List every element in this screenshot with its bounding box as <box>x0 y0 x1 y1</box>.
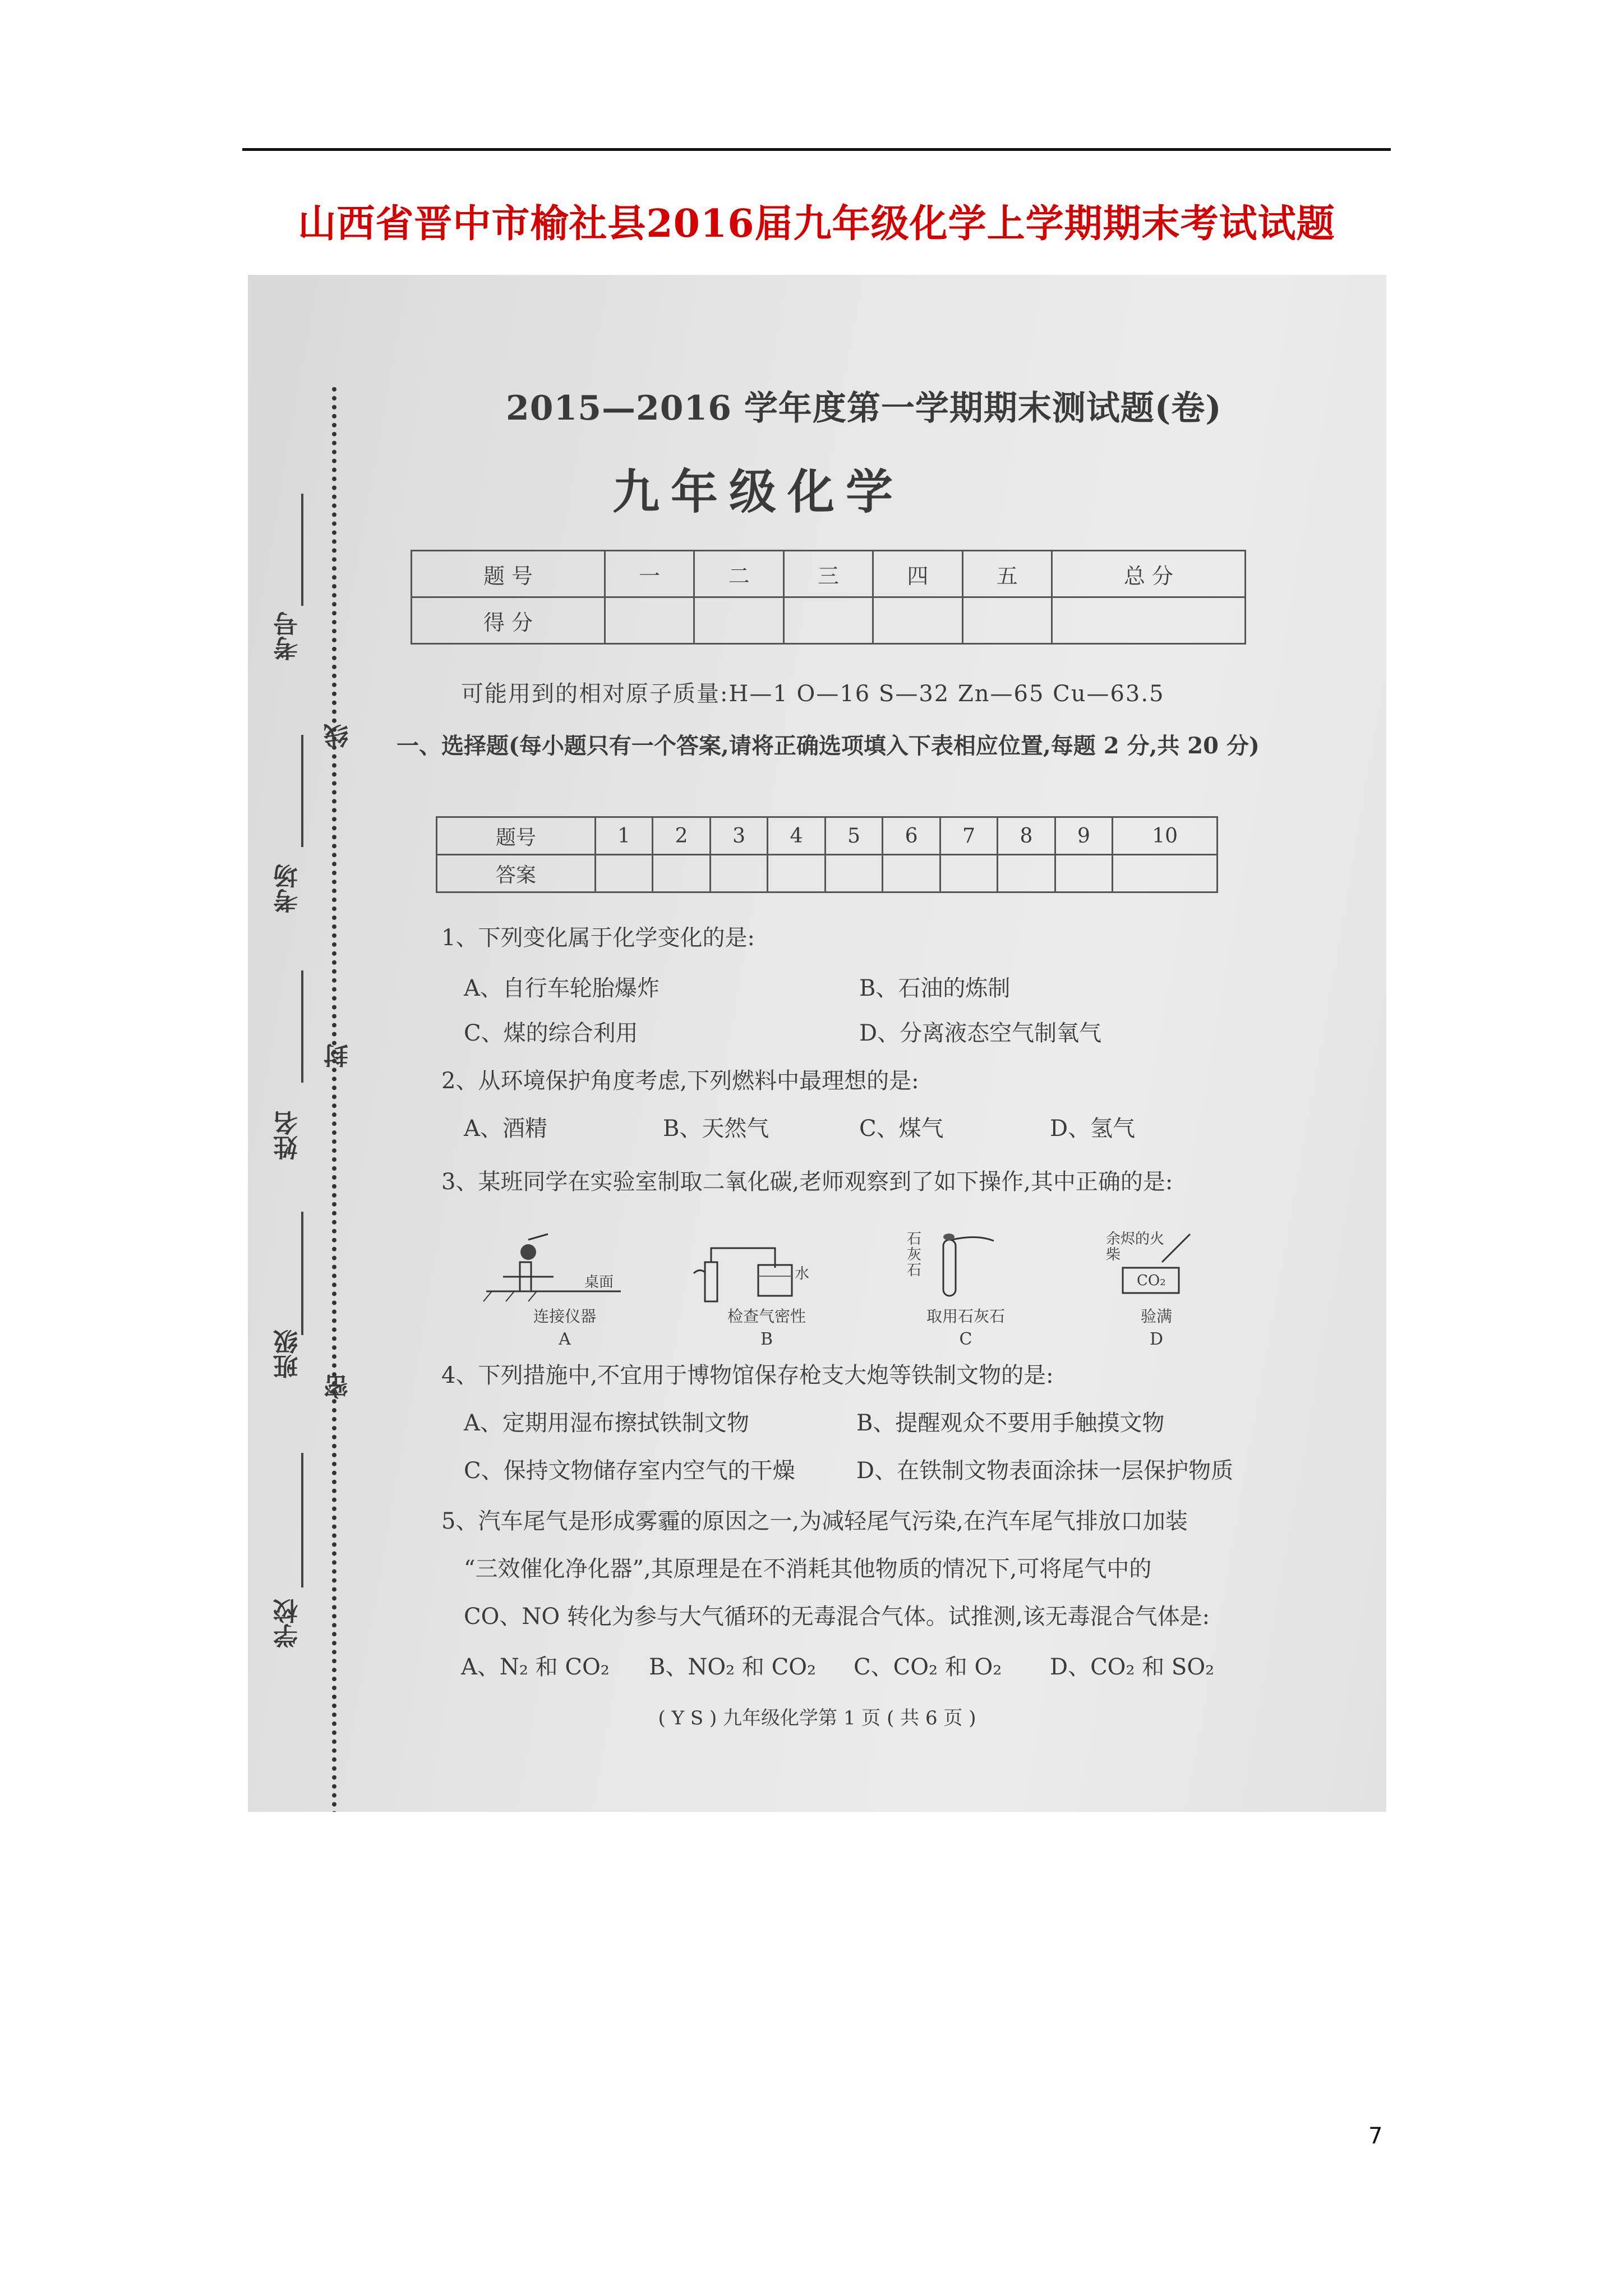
score-blank <box>873 597 962 644</box>
question-1-option-a: A、自行车轮胎爆炸 <box>464 976 660 1001</box>
binding-label-kaohao: 考号 <box>274 611 302 661</box>
answer-table <box>436 816 1218 893</box>
binding-label-xuexiao: 学校 <box>274 1599 302 1648</box>
question-4-option-b: B、提醒观众不要用手触摸文物 <box>856 1410 1165 1436</box>
airtightness-check-icon <box>683 1228 851 1307</box>
score-blank <box>605 597 694 644</box>
table-cell: 5 <box>825 817 882 855</box>
figure-c-letter: C <box>959 1329 972 1349</box>
answer-blank <box>883 855 940 892</box>
table-row <box>437 855 1218 892</box>
binding-underline <box>301 1453 303 1588</box>
connect-apparatus-icon <box>481 1228 649 1307</box>
table-cell: 7 <box>940 817 997 855</box>
binding-label-feng: 封 <box>324 1043 353 1068</box>
table-cell: 1 <box>595 817 652 855</box>
table-cell: 3 <box>710 817 767 855</box>
question-5-line-3: CO、NO 转化为参与大气循环的无毒混合气体。试推测,该无毒混合气体是: <box>464 1604 1210 1630</box>
question-5-option-a: A、N₂ 和 CO₂ <box>461 1654 610 1680</box>
answer-blank <box>710 855 767 892</box>
figure-a-letter: A <box>559 1329 571 1349</box>
figure-d-label: 余烬的火柴 <box>1106 1231 1165 1263</box>
binding-label-xian: 线 <box>324 724 353 748</box>
table-cell: 题号 <box>437 817 596 855</box>
table-cell: 10 <box>1113 817 1218 855</box>
figure-a-caption: 连接仪器 <box>533 1307 596 1326</box>
exam-page-footer: ( Y S ) 九年级化学第 1 页 ( 共 6 页 ) <box>658 1707 976 1729</box>
figure-a <box>481 1228 649 1363</box>
figure-c-caption: 取用石灰石 <box>926 1307 1005 1326</box>
figure-b <box>683 1228 851 1363</box>
table-cell: 答案 <box>437 855 596 892</box>
question-1-option-d: D、分离液态空气制氧气 <box>859 1020 1102 1046</box>
question-5-option-c: C、CO₂ 和 O₂ <box>854 1654 1002 1680</box>
exam-subtitle: 九年级化学 <box>612 464 905 519</box>
answer-blank <box>825 855 882 892</box>
table-cell: 四 <box>873 551 962 597</box>
question-2-option-b: B、天然气 <box>663 1116 769 1142</box>
score-blank <box>1052 597 1245 644</box>
question-4-option-d: D、在铁制文物表面涂抹一层保护物质 <box>856 1458 1234 1484</box>
table-cell: 一 <box>605 551 694 597</box>
question-4-option-a: A、定期用湿布擦拭铁制文物 <box>464 1410 749 1436</box>
question-2-stem: 2、从环境保护角度考虑,下列燃料中最理想的是: <box>441 1068 919 1094</box>
answer-blank <box>653 855 710 892</box>
table-cell: 得 分 <box>412 597 605 644</box>
binding-label-kaochang: 考场 <box>274 864 302 913</box>
figure-d-caption: 验满 <box>1140 1307 1172 1326</box>
answer-blank <box>595 855 652 892</box>
table-cell: 8 <box>998 817 1055 855</box>
top-rule <box>242 148 1391 151</box>
table-cell: 6 <box>883 817 940 855</box>
binding-underline <box>301 970 303 1083</box>
table-cell: 总 分 <box>1052 551 1245 597</box>
answer-blank <box>940 855 997 892</box>
exam-title: 2015—2016 学年度第一学期期末测试题(卷) <box>506 389 1222 428</box>
binding-underline <box>301 494 303 606</box>
binding-dotted-line <box>332 387 336 1812</box>
figure-b-caption: 检查气密性 <box>727 1307 806 1326</box>
page-number: 7 <box>1368 2123 1383 2149</box>
figure-d-letter: D <box>1149 1329 1164 1349</box>
score-blank <box>962 597 1052 644</box>
question-5-line-2: “三效催化净化器”,其原理是在不消耗其他物质的情况下,可将尾气中的 <box>464 1556 1152 1582</box>
table-row <box>412 597 1246 644</box>
score-blank <box>694 597 783 644</box>
section-heading: 一、选择题(每小题只有一个答案,请将正确选项填入下表相应位置,每题 2 分,共 20 分) <box>396 733 1260 759</box>
question-4-option-c: C、保持文物储存室内空气的干燥 <box>464 1458 795 1484</box>
score-table <box>411 550 1246 645</box>
scanned-exam-page <box>248 275 1386 1812</box>
table-cell: 三 <box>783 551 873 597</box>
question-1-option-b: B、石油的炼制 <box>859 976 1011 1001</box>
question-5-option-b: B、NO₂ 和 CO₂ <box>649 1654 817 1680</box>
binding-label-mi: 密 <box>324 1374 353 1399</box>
question-2-option-d: D、氢气 <box>1050 1116 1136 1142</box>
question-1-option-c: C、煤的综合利用 <box>464 1020 638 1046</box>
binding-label-xingming: 姓名 <box>274 1111 302 1160</box>
table-row <box>437 817 1218 855</box>
table-row <box>412 551 1246 597</box>
question-4-stem: 4、下列措施中,不宜用于博物馆保存枪支大炮等铁制文物的是: <box>441 1363 1054 1388</box>
figure-a-label: 桌面 <box>584 1274 614 1291</box>
table-cell: 题 号 <box>412 551 605 597</box>
table-cell: 二 <box>694 551 783 597</box>
answer-blank <box>768 855 825 892</box>
binding-underline <box>301 735 303 847</box>
question-2-option-a: A、酒精 <box>464 1116 547 1142</box>
binding-underline <box>301 1212 303 1335</box>
table-cell: 9 <box>1055 817 1112 855</box>
figure-d <box>1072 1228 1241 1363</box>
table-cell: 五 <box>962 551 1052 597</box>
figure-c-label: 石灰石 <box>907 1231 922 1279</box>
question-5-line-1: 5、汽车尾气是形成雾霾的原因之一,为减轻尾气污染,在汽车尾气排放口加装 <box>441 1508 1188 1534</box>
table-cell: 4 <box>768 817 825 855</box>
question-2-option-c: C、煤气 <box>859 1116 944 1142</box>
answer-blank <box>1055 855 1112 892</box>
table-cell: 2 <box>653 817 710 855</box>
answer-blank <box>998 855 1055 892</box>
figure-b-label: 水 <box>795 1266 810 1282</box>
answer-blank <box>1113 855 1218 892</box>
document-title: 山西省晋中市榆社县2016届九年级化学上学期期末考试试题 <box>298 201 1335 246</box>
figure-d-box-label: CO₂ <box>1137 1272 1166 1289</box>
question-5-option-d: D、CO₂ 和 SO₂ <box>1050 1654 1215 1680</box>
figure-c <box>882 1228 1050 1363</box>
figure-b-letter: B <box>760 1329 773 1349</box>
question-3-stem: 3、某班同学在实验室制取二氧化碳,老师观察到了如下操作,其中正确的是: <box>441 1169 1173 1195</box>
atomic-masses: 可能用到的相对原子质量:H—1 O—16 S—32 Zn—65 Cu—63.5 <box>461 681 1165 707</box>
score-blank <box>783 597 873 644</box>
question-1-stem: 1、下列变化属于化学变化的是: <box>441 925 755 951</box>
binding-label-banji: 班级 <box>274 1329 302 1379</box>
